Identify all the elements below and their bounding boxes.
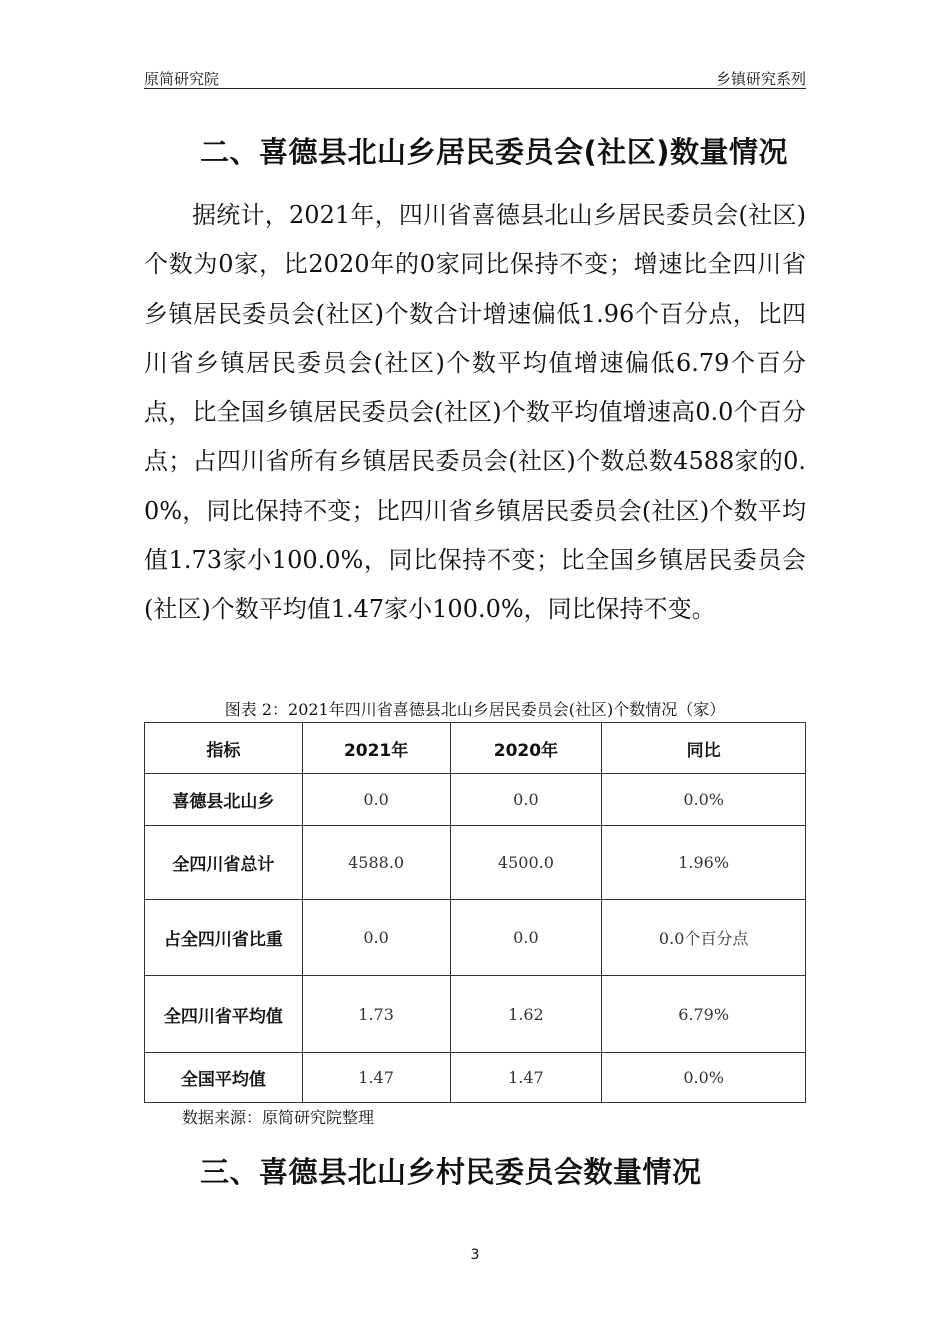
- table-row-label: 占全四川省比重: [145, 900, 303, 976]
- table-row: [145, 900, 806, 976]
- table-cell: 0.0%: [602, 774, 806, 826]
- table-cell: 0.0: [450, 900, 602, 976]
- table-header-row: [145, 723, 806, 774]
- table-header-cell: 同比: [602, 723, 806, 774]
- table-cell: 0.0%: [602, 1053, 806, 1103]
- header-right-text: 乡镇研究系列: [715, 70, 806, 88]
- table-header-cell: 指标: [145, 723, 303, 774]
- table-cell: 0.0: [450, 774, 602, 826]
- table-row: [145, 1053, 806, 1103]
- table-row-label: 全四川省平均值: [145, 976, 303, 1053]
- table-source-note: 数据来源：原简研究院整理: [182, 1108, 375, 1127]
- table-row: [145, 774, 806, 826]
- table-cell: 1.47: [302, 1053, 450, 1103]
- header-left-text: 原简研究院: [144, 70, 220, 88]
- table-row-label: 全四川省总计: [145, 826, 303, 900]
- table-cell: 6.79%: [602, 976, 806, 1053]
- table-cell: 1.62: [450, 976, 602, 1053]
- section-2-paragraph: 据统计，2021年，四川省喜德县北山乡居民委员会(社区)个数为0家，比2020年的0家同比保持不变；增速比全四川省乡镇居民委员会(社区)个数合计增速偏低1.96个百分点，比四川省乡镇居民委员会(社区)个数平均值增速偏低6.79个百分点，比全国乡镇居民委员会(社区)个数平均值增速高0.0个百分点；占四川省所有乡镇居民委员会(社区)个数总数4588家的0.0%，同比保持不变；比四川省乡镇居民委员会(社区)个数平均值1.73家小100.0%，同比保持不变；比全国乡镇居民委员会(社区)个数平均值1.47家小100.0%，同比保持不变。: [144, 201, 806, 624]
- table-cell: 4500.0: [450, 826, 602, 900]
- table-row-label: 喜德县北山乡: [145, 774, 303, 826]
- table-cell: 0.0个百分点: [602, 900, 806, 976]
- section-3-heading: 三、喜德县北山乡村民委员会数量情况: [200, 1155, 702, 1189]
- table-row-label: 全国平均值: [145, 1053, 303, 1103]
- table-row: [145, 976, 806, 1053]
- table-cell: 1.73: [302, 976, 450, 1053]
- table-row: [145, 826, 806, 900]
- section-2-heading: 二、喜德县北山乡居民委员会(社区)数量情况: [200, 135, 789, 169]
- table-header-cell: 2021年: [302, 723, 450, 774]
- page-header: [144, 58, 806, 89]
- data-table: [144, 722, 806, 1103]
- table-cell: 1.96%: [602, 826, 806, 900]
- table-cell: 0.0: [302, 900, 450, 976]
- table-cell: 4588.0: [302, 826, 450, 900]
- table-cell: 1.47: [450, 1053, 602, 1103]
- table-header-cell: 2020年: [450, 723, 602, 774]
- table-cell: 0.0: [302, 774, 450, 826]
- table-caption: 图表 2：2021年四川省喜德县北山乡居民委员会(社区)个数情况（家）: [224, 700, 726, 719]
- page-number: 3: [470, 1247, 480, 1263]
